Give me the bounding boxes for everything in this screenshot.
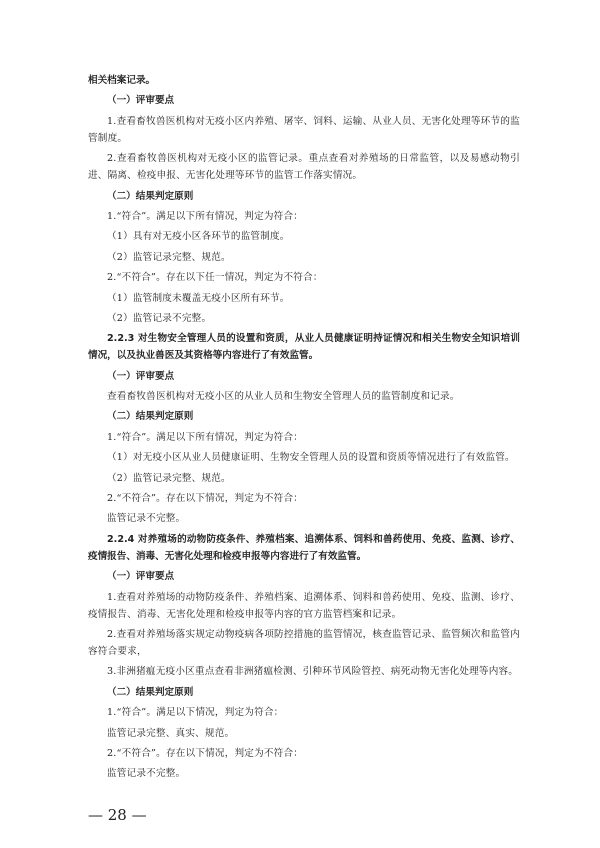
clause-heading: 2.2.4 对养殖场的动物防疫条件、养殖档案、追溯体系、饲料和兽药使用、免疫、监测、诊疗、疫情报告、消毒、无害化处理和检疫申报等内容进行了有效监管。	[88, 533, 520, 562]
page-number: — 28 —	[88, 806, 147, 824]
paragraph: （2）监管记录完整、规范。	[107, 251, 231, 263]
paragraph: 1.“符合”。满足以下所有情况，判定为符合：	[107, 431, 304, 443]
paragraph: 2.查看对养殖场落实规定动物疫病各项防控措施的监管情况，核查监管记录、监管频次和监管内容符合要求，	[88, 628, 520, 657]
paragraph: 1.“符合”。满足以下情况，判定为符合：	[107, 707, 284, 719]
paragraph: 相关档案记录。	[88, 75, 156, 86]
section-heading: （二）结果判定原则	[107, 411, 194, 423]
paragraph: 监管记录完整、真实、规范。	[107, 727, 235, 739]
paragraph: 查看畜牧兽医机构对无疫小区的从业人员和生物安全管理人员的监管制度和记录。	[107, 391, 460, 403]
paragraph: （2）监管记录不完整。	[107, 312, 212, 324]
paragraph: 1.“符合”。满足以下所有情况，判定为符合：	[107, 210, 304, 222]
clause-heading: 2.2.3 对生物安全管理人员的设置和资质，从业人员健康证明持证情况和相关生物安全知识培训情况，以及执业兽医及其资格等内容进行了有效监管。	[88, 333, 520, 362]
paragraph: 2.“不符合”。存在以下任一情况，判定为不符合：	[107, 272, 323, 284]
paragraph: （1）对无疫小区从业人员健康证明、生物安全管理人员的设置和资质等情况进行了有效监管。	[107, 452, 515, 464]
paragraph: 1.查看对养殖场的动物防疫条件、养殖档案、追溯体系、饲料和兽药使用、免疫、监测、诊疗、疫情报告、消毒、无害化处理和检疫申报等内容的官方监管档案和记录。	[88, 591, 520, 620]
paragraph: （2）监管记录完整、规范。	[107, 472, 231, 484]
document-body	[88, 72, 520, 786]
paragraph: （1）监管制度未覆盖无疫小区所有环节。	[107, 292, 290, 304]
section-heading: （一）评审要点	[107, 370, 175, 382]
paragraph: 2.“不符合”。存在以下情况，判定为不符合：	[107, 747, 304, 759]
section-heading: （二）结果判定原则	[107, 190, 194, 202]
section-heading: （一）评审要点	[107, 95, 175, 107]
paragraph: 2.查看畜牧兽医机构对无疫小区的监管记录。重点查看对养殖场的日常监管，以及易感动物引进、隔离、检疫申报、无害化处理等环节的监管工作落实情况。	[88, 153, 520, 182]
paragraph: 监管记录不完整。	[107, 513, 186, 525]
paragraph: 1.查看畜牧兽医机构对无疫小区内养殖、屠宰、饲料、运输、从业人员、无害化处理等环节的监管制度。	[88, 115, 520, 144]
section-heading: （二）结果判定原则	[107, 686, 194, 698]
paragraph: （1）具有对无疫小区各环节的监管制度。	[107, 231, 290, 243]
paragraph: 监管记录不完整。	[107, 768, 186, 780]
paragraph: 2.“不符合”。存在以下情况，判定为不符合：	[107, 493, 304, 505]
paragraph: 3.非洲猪瘟无疫小区重点查看非洲猪瘟检测、引种环节风险管控、病死动物无害化处理等内容。	[107, 666, 519, 678]
section-heading: （一）评审要点	[107, 571, 175, 583]
